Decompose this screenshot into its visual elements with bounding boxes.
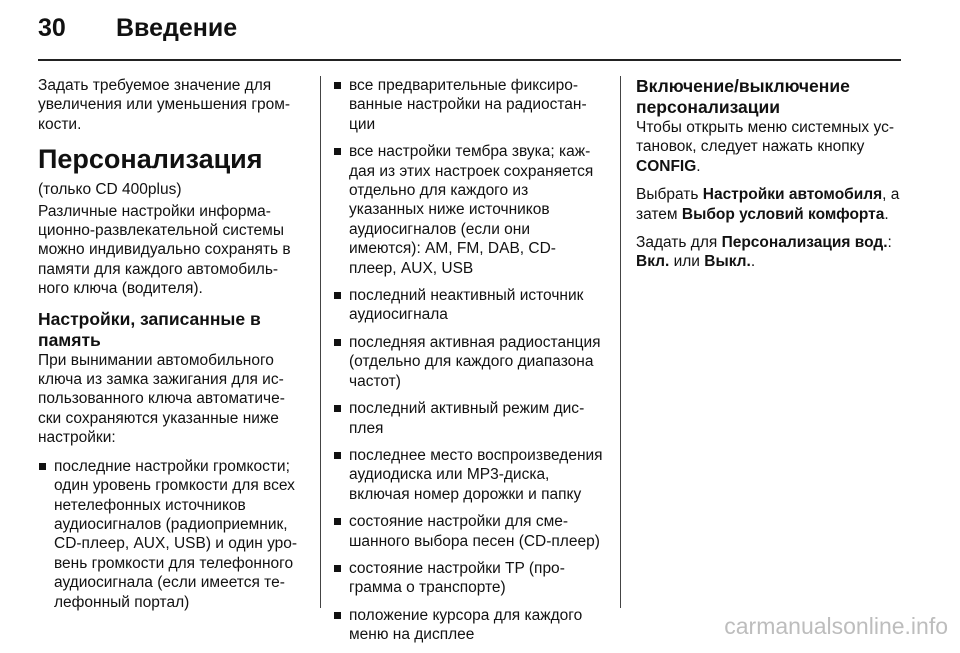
column-divider-1 [320, 76, 321, 608]
on-label: Вкл. [636, 253, 670, 271]
list-item: все настройки тембра звука; каждая из этих настроек сохраняется отдельно для каждого из указанных ниже источников аудиосигналов (если они имеются): AM, FM, DAB, CD-плеер, AUX, USB [333, 142, 603, 278]
list-item: последний неактивный источник аудиосигнала [333, 286, 603, 325]
list-item: последнее место воспроизведения аудиодиска или MP3-диска, включая номер дорожки и папку [333, 446, 603, 504]
stored-settings-paragraph: При вынимании автомобильного ключа из замка зажигания для использованного ключа автоматически сохраняются указанные ниже настройки: [38, 351, 285, 447]
list-item: состояние настройки TP (программа о транспорте) [333, 559, 603, 598]
list-item: положение курсора для каждого меню на дисплее [333, 606, 603, 645]
watermark: carmanualsonline.info [724, 613, 948, 639]
select-text-c: , а затем [636, 186, 900, 223]
page-number: 30 [38, 14, 66, 42]
column-1 [38, 76, 300, 620]
set-text-c: : [887, 234, 892, 252]
list-item: последний активный режим дисплея [333, 399, 603, 438]
list-item: все предварительные фиксированные настройки на радиостанции [333, 76, 603, 134]
set-paragraph [636, 233, 906, 272]
list-item: последние настройки громкости; один уровень громкости для всех нетелефонных источников аудиосигналов (радиоприемник, CD-плеер, AUX, USB) и один уровень громкости для телефонного аудиосигнала (если имеется телефонный портал) [38, 457, 300, 612]
stored-settings-list-1 [38, 457, 300, 612]
comfort-settings-label: Выбор условий комфорта [681, 205, 885, 223]
column-2 [333, 76, 603, 653]
vehicle-settings-label: Настройки автомобиля [702, 186, 883, 204]
column-divider-2 [620, 76, 621, 608]
config-key: CONFIG [636, 157, 697, 175]
personalization-paragraph: Различные настройки информационно-развлекательной системы можно индивидуально сохранять в памяти для каждого автомобильного ключа (водителя). [38, 202, 291, 298]
list-item: последняя активная радиостанция (отдельно для каждого диапазона частот) [333, 333, 603, 391]
set-text-e: или [669, 253, 705, 271]
config-end: . [696, 157, 701, 175]
list-item: состояние настройки для смешанного выбора песен (CD-плеер) [333, 512, 603, 551]
page-title: Введение [116, 14, 238, 42]
select-paragraph [636, 185, 906, 224]
subheading-toggle-personalization: Включение/выключение персонализации [636, 76, 850, 117]
intro-paragraph: Задать требуемое значение для увеличения или уменьшения громкости. [38, 77, 291, 133]
set-text-g: . [750, 253, 756, 271]
off-label: Выкл. [704, 253, 751, 271]
header-rule [38, 59, 901, 61]
select-text-a: Выбрать [636, 186, 703, 204]
column-3 [636, 76, 906, 281]
config-paragraph [636, 118, 906, 176]
set-text-a: Задать для [636, 234, 722, 252]
config-text: Чтобы открыть меню системных установок, следует нажать кнопку [636, 119, 894, 156]
subheading-stored-settings: Настройки, записанные в память [38, 308, 261, 350]
cd-note: (только CD 400plus) [38, 181, 182, 199]
section-heading-personalization: Персонализация [38, 144, 263, 175]
stored-settings-list-2 [333, 76, 603, 645]
driver-personalization-label: Персонализация вод. [721, 234, 888, 252]
select-text-e: . [884, 205, 889, 223]
